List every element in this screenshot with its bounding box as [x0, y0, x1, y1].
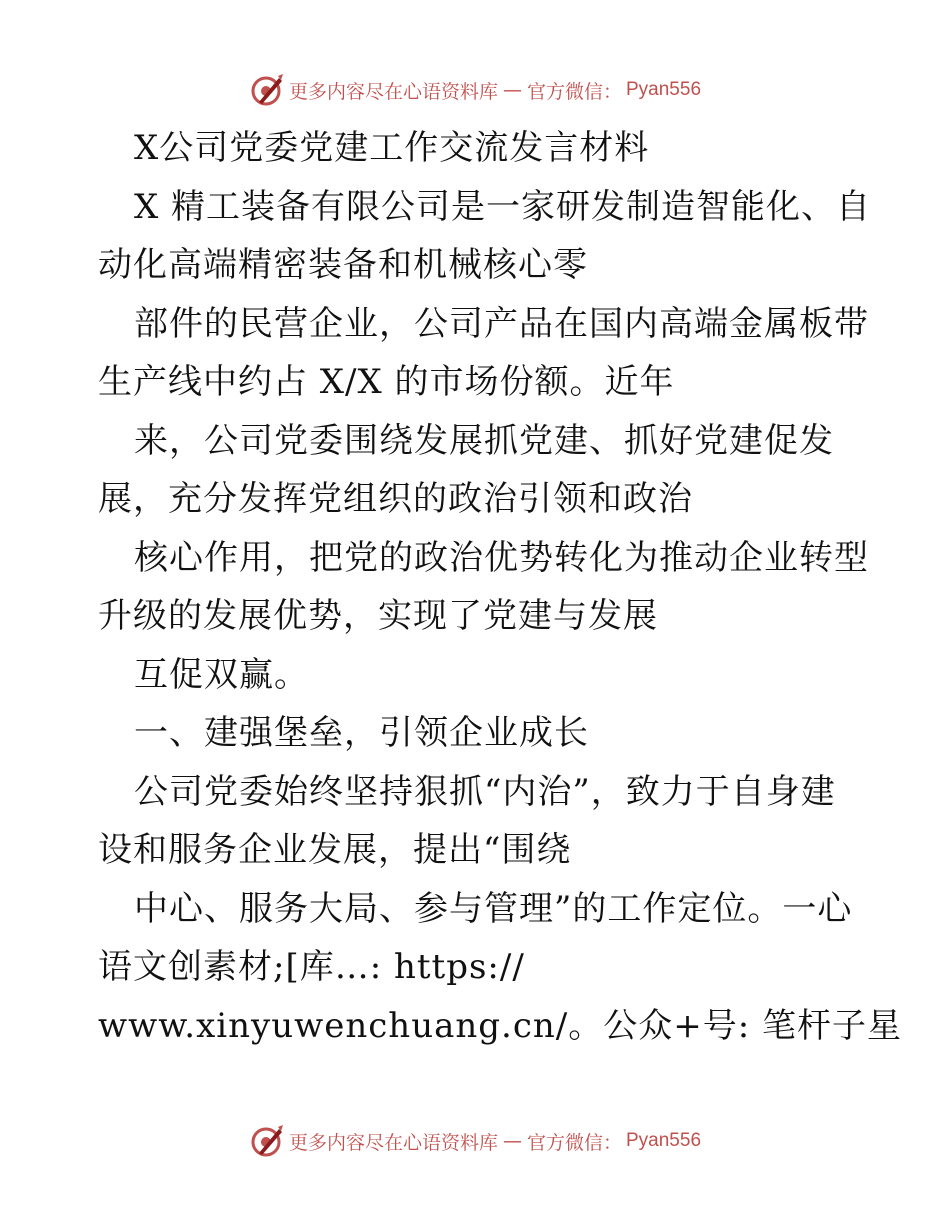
watermark-separator: —	[502, 79, 522, 101]
paragraph-line: 公司党委始终坚持狠抓“内治”，致力于自身建	[134, 772, 836, 812]
paragraph-line: www.xinyuwenchuang.cn/。公众+号: 笔杆子星	[98, 1006, 902, 1046]
paragraph-line: 展，充分发挥党组织的政治引领和政治	[98, 479, 693, 519]
paragraph-line: 生产线中约占 X/X 的市场份额。近年	[98, 362, 675, 402]
paragraph-line: 互促双赢。	[134, 655, 309, 695]
wechat-label: 官方微信：	[526, 80, 622, 103]
paragraph-line: 核心作用，把党的政治优势转化为推动企业转型	[134, 538, 869, 578]
document-title: X公司党委党建工作交流发言材料	[134, 128, 650, 168]
paragraph-line: X 精工装备有限公司是一家研发制造智能化、自	[134, 187, 872, 227]
quill-logo-icon	[249, 72, 285, 108]
watermark-banner-top	[0, 70, 950, 110]
wechat-id: Pyan556	[626, 79, 702, 100]
watermark-separator: —	[502, 1130, 522, 1152]
paragraph-line: 部件的民营企业，公司产品在国内高端金属板带	[134, 304, 869, 344]
watermark-text: 更多内容尽在心语资料库	[288, 1131, 498, 1154]
wechat-id: Pyan556	[626, 1130, 702, 1151]
watermark-text: 更多内容尽在心语资料库	[288, 80, 498, 103]
paragraph-line: 语文创素材;[库…: https://	[98, 947, 525, 987]
paragraph-line: 升级的发展优势，实现了党建与发展	[98, 596, 658, 636]
watermark-banner-bottom	[0, 1121, 950, 1161]
paragraph-line: 来，公司党委围绕发展抓党建、抓好党建促发	[134, 421, 834, 461]
paragraph-line: 中心、服务大局、参与管理”的工作定位。一心	[134, 889, 853, 929]
paragraph-line: 动化高端精密装备和机械核心零	[98, 245, 588, 285]
paragraph-line: 设和服务企业发展，提出“围绕	[98, 830, 572, 870]
quill-logo-icon	[249, 1123, 285, 1159]
wechat-label: 官方微信：	[526, 1131, 622, 1154]
section-heading: 一、建强堡垒，引领企业成长	[134, 713, 589, 753]
